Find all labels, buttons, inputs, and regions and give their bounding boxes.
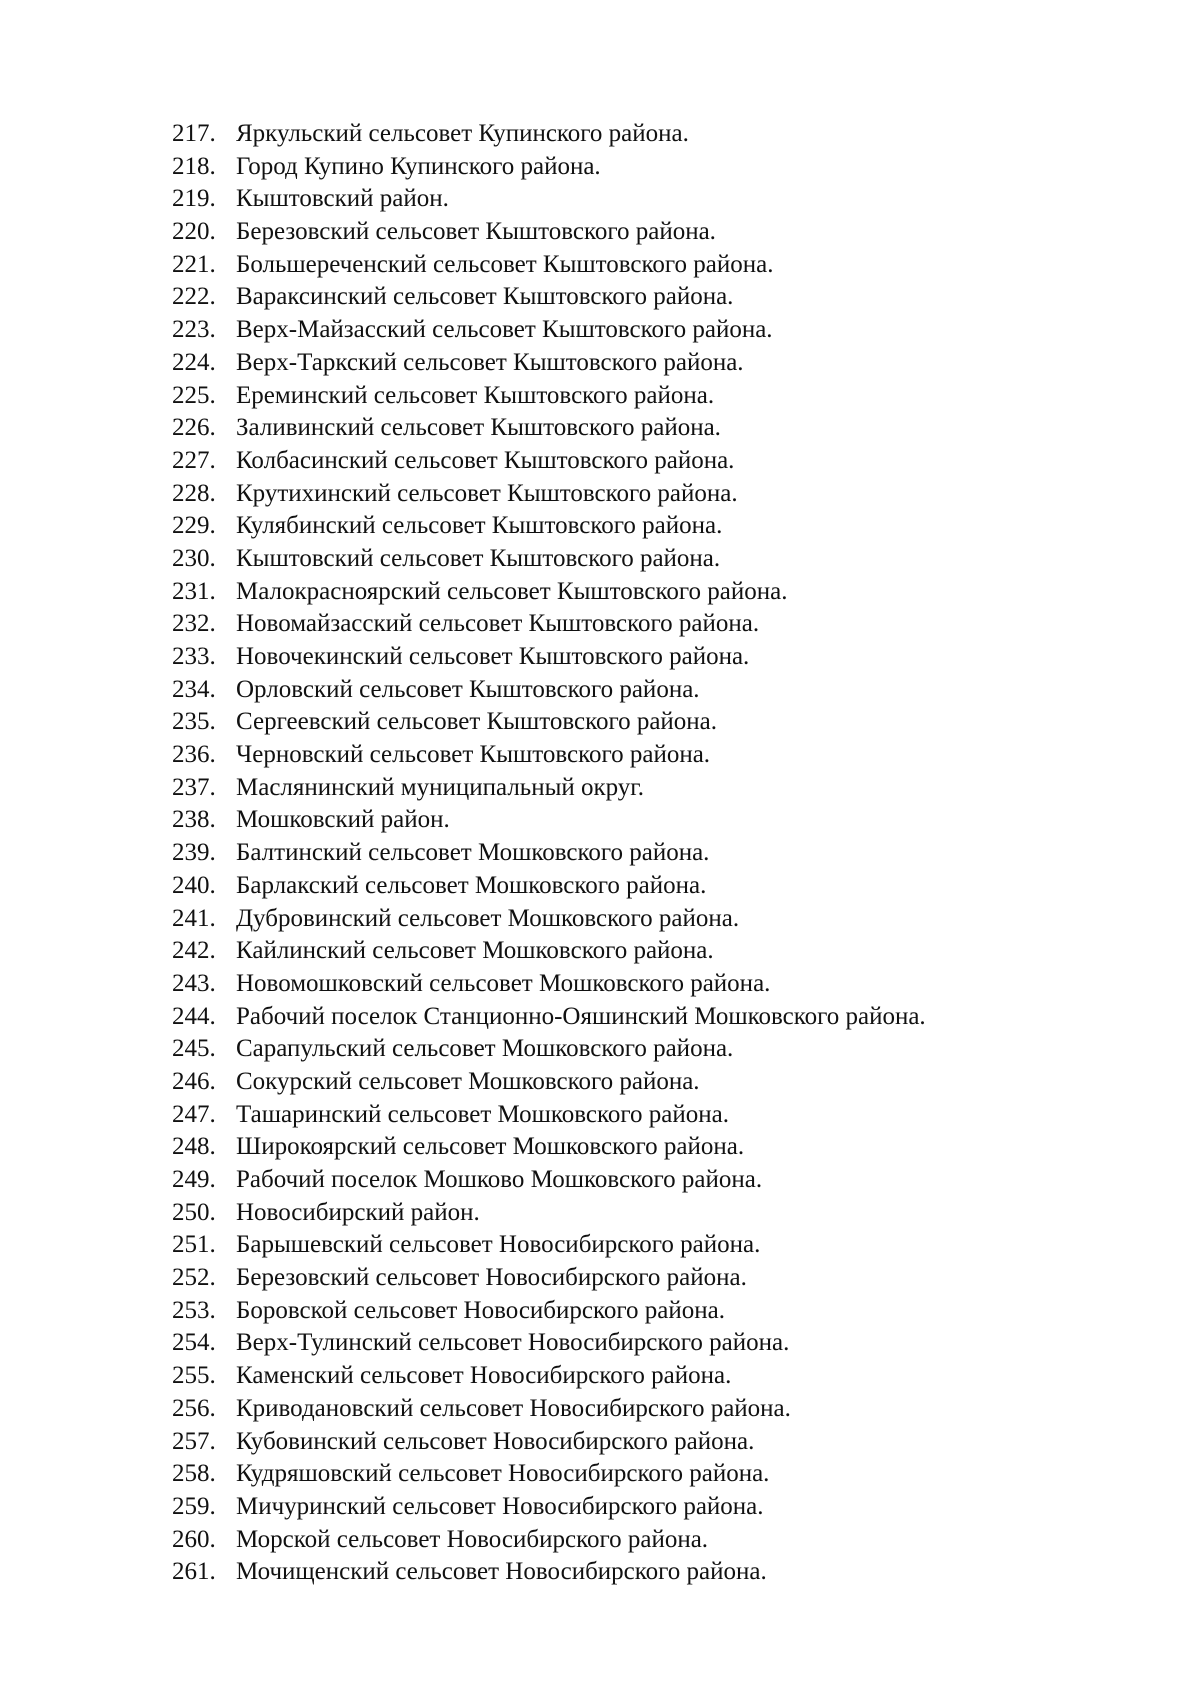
- list-item-number: 231.: [172, 577, 216, 605]
- list-item-text: Новомайзасский сельсовет Кыштовского района.: [236, 610, 760, 638]
- list-item: [172, 380, 1132, 413]
- list-item-number: 249.: [172, 1166, 216, 1193]
- list-item-text: Малокрасноярский сельсовет Кыштовского района.: [236, 577, 788, 605]
- list-item-number: 233.: [172, 643, 216, 670]
- list-item: [172, 1295, 1132, 1328]
- list-item: [172, 118, 1132, 151]
- list-item-text: Мичуринский сельсовет Новосибирского района.: [236, 1492, 764, 1520]
- list-item-number: 259.: [172, 1492, 216, 1520]
- list-item-number: 246.: [172, 1067, 216, 1095]
- list-item-text: Сарапульский сельсовет Мошковского района.: [236, 1035, 734, 1063]
- list-item-number: 217.: [172, 120, 216, 147]
- list-item-text: Новомошковский сельсовет Мошковского района.: [236, 969, 771, 997]
- list-item-number: 258.: [172, 1460, 216, 1488]
- list-item-number: 254.: [172, 1329, 216, 1357]
- list-item: [172, 1327, 1132, 1360]
- list-item-text: Широкоярский сельсовет Мошковского района.: [236, 1133, 745, 1161]
- list-item-text: Кулябинский сельсовет Кыштовского района.: [236, 512, 723, 540]
- list-item: [172, 903, 1132, 936]
- list-item-number: 224.: [172, 348, 216, 376]
- list-item: [172, 674, 1132, 707]
- list-item: [172, 1262, 1132, 1295]
- list-item-number: 240.: [172, 871, 216, 899]
- list-item: [172, 216, 1132, 249]
- list-item-number: 243.: [172, 969, 216, 997]
- list-item-text: Рабочий поселок Мошково Мошковского района.: [236, 1166, 763, 1193]
- list-item: [172, 183, 1132, 216]
- list-item-number: 222.: [172, 283, 216, 311]
- list-item-text: Яркульский сельсовет Купинского района.: [236, 120, 689, 147]
- list-item-text: Мошковский район.: [236, 806, 450, 834]
- list-item: [172, 314, 1132, 347]
- list-item-number: 260.: [172, 1525, 216, 1553]
- list-item: [172, 1556, 1132, 1589]
- list-item-text: Верх-Таркский сельсовет Кыштовского района.: [236, 348, 744, 376]
- list-item: [172, 1458, 1132, 1491]
- list-item-text: Березовский сельсовет Новосибирского района.: [236, 1264, 747, 1292]
- list-item: [172, 347, 1132, 380]
- list-item-text: Черновский сельсовет Кыштовского района.: [236, 741, 711, 769]
- list-item: [172, 510, 1132, 543]
- list-item-text: Сергеевский сельсовет Кыштовского района.: [236, 708, 718, 736]
- list-item-text: Вараксинский сельсовет Кыштовского района.: [236, 283, 734, 311]
- list-item-text: Колбасинский сельсовет Кыштовского района.: [236, 446, 735, 474]
- list-item: [172, 772, 1132, 805]
- list-item-text: Дубровинский сельсовет Мошковского района.: [236, 904, 740, 932]
- list-item: [172, 151, 1132, 184]
- list-item-text: Ташаринский сельсовет Мошковского района.: [236, 1100, 729, 1128]
- list-item-number: 253.: [172, 1296, 216, 1324]
- list-item: [172, 1393, 1132, 1426]
- list-item: [172, 870, 1132, 903]
- list-item-number: 228.: [172, 479, 216, 507]
- list-item-text: Балтинский сельсовет Мошковского района.: [236, 839, 710, 867]
- list-item-number: 241.: [172, 904, 216, 932]
- list-item: [172, 445, 1132, 478]
- list-item-text: Заливинский сельсовет Кыштовского района.: [236, 414, 721, 442]
- list-item-number: 223.: [172, 316, 216, 344]
- list-item: [172, 1229, 1132, 1262]
- list-item-text: Кыштовский район.: [236, 185, 449, 213]
- list-item-text: Морской сельсовет Новосибирского района.: [236, 1525, 709, 1553]
- list-item-text: Боровской сельсовет Новосибирского района.: [236, 1296, 725, 1324]
- list-item-text: Ереминский сельсовет Кыштовского района.: [236, 381, 715, 409]
- list-item: [172, 1066, 1132, 1099]
- list-item-number: 255.: [172, 1362, 216, 1390]
- list-item-number: 238.: [172, 806, 216, 834]
- list-item-text: Криводановский сельсовет Новосибирского района.: [236, 1394, 791, 1422]
- list-item: [172, 1491, 1132, 1524]
- list-item-number: 247.: [172, 1100, 216, 1128]
- list-item-number: 251.: [172, 1231, 216, 1259]
- list-item: [172, 608, 1132, 641]
- list-item-text: Каменский сельсовет Новосибирского района.: [236, 1362, 732, 1390]
- list-item: [172, 1033, 1132, 1066]
- list-item: [172, 706, 1132, 739]
- list-item-number: 239.: [172, 839, 216, 867]
- list-item: [172, 935, 1132, 968]
- list-item: [172, 1131, 1132, 1164]
- list-item: [172, 478, 1132, 511]
- list-item-text: Маслянинский муниципальный округ.: [236, 773, 644, 801]
- list-item-text: Березовский сельсовет Кыштовского района.: [236, 218, 716, 246]
- list-item: [172, 412, 1132, 445]
- list-item-number: 219.: [172, 185, 216, 213]
- list-item-number: 261.: [172, 1558, 216, 1586]
- list-item-number: 236.: [172, 741, 216, 769]
- list-item-text: Верх-Тулинский сельсовет Новосибирского района.: [236, 1329, 790, 1357]
- list-item: [172, 1164, 1132, 1197]
- list-item: [172, 1524, 1132, 1557]
- list-item-text: Новосибирский район.: [236, 1198, 480, 1226]
- list-item-number: 218.: [172, 152, 216, 180]
- list-item: [172, 281, 1132, 314]
- list-item: [172, 1099, 1132, 1132]
- list-item-number: 232.: [172, 610, 216, 638]
- list-item-text: Кудряшовский сельсовет Новосибирского района.: [236, 1460, 770, 1488]
- list-item: [172, 1001, 1132, 1034]
- list-item-number: 225.: [172, 381, 216, 409]
- list-item-text: Город Купино Купинского района.: [236, 152, 601, 180]
- list-item: [172, 1360, 1132, 1393]
- list-item: [172, 739, 1132, 772]
- list-item: [172, 576, 1132, 609]
- list-item-number: 237.: [172, 773, 216, 801]
- list-item-text: Верх-Майзасский сельсовет Кыштовского района.: [236, 316, 773, 344]
- list-item-number: 248.: [172, 1133, 216, 1161]
- list-item-text: Барлакский сельсовет Мошковского района.: [236, 871, 707, 899]
- list-item-text: Рабочий поселок Станционно-Ояшинский Мошковского района.: [236, 1002, 926, 1030]
- list-item-number: 245.: [172, 1035, 216, 1063]
- list-item: [172, 641, 1132, 674]
- list-item-number: 227.: [172, 446, 216, 474]
- list-item-number: 242.: [172, 937, 216, 965]
- list-item-text: Сокурский сельсовет Мошковского района.: [236, 1067, 700, 1095]
- list-item-number: 257.: [172, 1427, 216, 1455]
- list-item-number: 250.: [172, 1198, 216, 1226]
- list-item-number: 256.: [172, 1394, 216, 1422]
- list-item-text: Орловский сельсовет Кыштовского района.: [236, 675, 700, 703]
- list-item: [172, 968, 1132, 1001]
- list-item: [172, 837, 1132, 870]
- list-item-number: 234.: [172, 675, 216, 703]
- list-item: [172, 804, 1132, 837]
- list-item-number: 226.: [172, 414, 216, 442]
- list-item-text: Барышевский сельсовет Новосибирского района.: [236, 1231, 761, 1259]
- list-item-number: 252.: [172, 1264, 216, 1292]
- list-item-number: 244.: [172, 1002, 216, 1030]
- list-item-text: Большереченский сельсовет Кыштовского района.: [236, 250, 774, 278]
- list-item-number: 229.: [172, 512, 216, 540]
- numbered-list: [172, 118, 1132, 1589]
- list-item: [172, 543, 1132, 576]
- list-item-number: 230.: [172, 544, 216, 572]
- list-item-number: 220.: [172, 218, 216, 246]
- list-item-text: Кубовинский сельсовет Новосибирского района.: [236, 1427, 755, 1455]
- list-item-text: Крутихинский сельсовет Кыштовского района.: [236, 479, 738, 507]
- list-item-text: Мочищенский сельсовет Новосибирского района.: [236, 1558, 767, 1586]
- list-item-text: Кыштовский сельсовет Кыштовского района.: [236, 544, 721, 572]
- list-item-text: Кайлинский сельсовет Мошковского района.: [236, 937, 714, 965]
- list-item-number: 221.: [172, 250, 216, 278]
- list-item: [172, 1197, 1132, 1230]
- list-item-number: 235.: [172, 708, 216, 736]
- list-item: [172, 1426, 1132, 1459]
- list-item-text: Новочекинский сельсовет Кыштовского района.: [236, 643, 750, 670]
- list-item: [172, 249, 1132, 282]
